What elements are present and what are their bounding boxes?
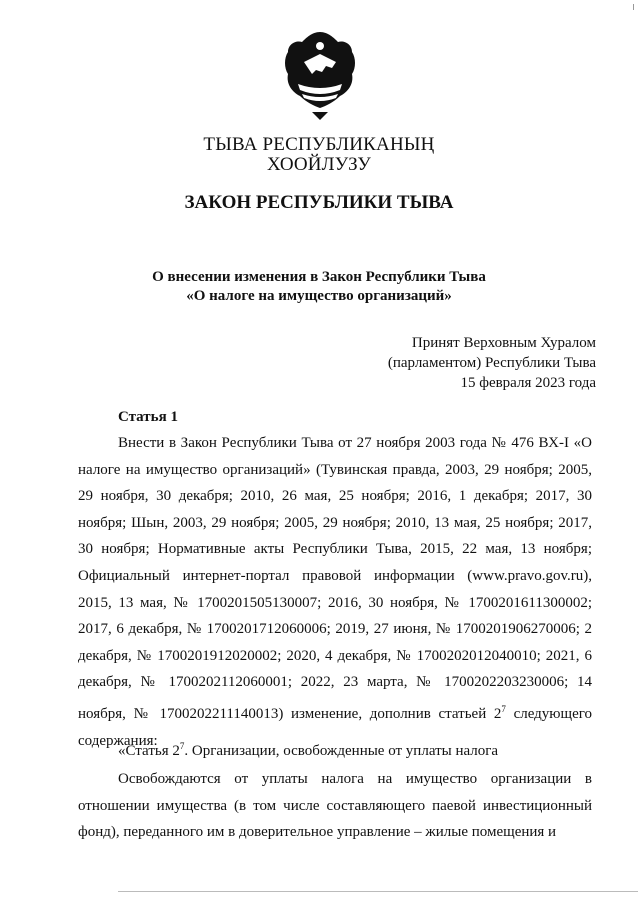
- header-line-1: ТЫВА РЕСПУБЛИКАНЫҢ: [203, 134, 435, 155]
- law-title: ЗАКОН РЕСПУБЛИКИ ТЫВА: [184, 192, 454, 213]
- adoption-date: 15 февраля 2023 года: [460, 375, 596, 391]
- subject-line-1: О внесении изменения в Закон Республики Тыва: [152, 269, 486, 285]
- article-1-body: [78, 430, 592, 754]
- article-1-paragraph: [78, 430, 592, 754]
- article-27-paragraph: Освобождаются от уплаты налога на имущество организации в отношении имущества (в том числе составляющего паевой инвестиционный фонд), переданного им в доверительное управление – жилые помещения и: [78, 771, 592, 841]
- article-27-body: [78, 766, 592, 846]
- article-1-superscript: 7: [501, 703, 506, 714]
- subject-line-2: «О налоге на имущество организаций»: [186, 288, 452, 304]
- article-1-tail: следующего содержания:: [78, 705, 592, 749]
- article-27-heading: [118, 741, 498, 760]
- article-27-prefix: «Статья 2: [118, 743, 180, 759]
- tuva-emblem-icon: [282, 28, 358, 122]
- article-1-text: Внести в Закон Республики Тыва от 27 ноября 2003 года № 476 ВХ-I «О налоге на имущество организаций» (Тувинская правда, 2003, 29 ноября; 2005, 29 ноября, 30 декабря; 2010, 26 мая, 25 ноября; 2016, 1 декабря; 2017, 30 ноября; Шын, 2003, 29 ноября; 2005, 29 ноября; 2010, 13 мая, 25 ноября; 2017, 30 ноября; Нормативные акты Республики Тыва, 2015, 22 мая, 13 ноября; Официальный интернет-портал правовой информации (www.pravo.gov.ru), 2015, 13 мая, № 1700201505130007; 2016, 30 ноября, № 1700201611300002; 2017, 6 декабря, № 1700201712060006; 2019, 27 июня, № 1700201906270006; 2 декабря, № 1700201912020002; 2020, 4 декабря, № 1700202012040010; 2021, 6 декабря, № 1700202112060001; 2022, 23 марта, № 1700202203230006; 14 ноября, № 1700202211140013) изменение, дополнив статьей 2: [78, 435, 592, 722]
- adoption-line-1: Принят Верховным Хуралом: [411, 335, 596, 351]
- scan-bottom-edge: [118, 891, 638, 892]
- adoption-line-2: (парламентом) Республики Тыва: [387, 355, 596, 371]
- article-27-superscript: 7: [179, 741, 185, 751]
- scan-corner-mark: [633, 4, 634, 10]
- header-line-2: ХООЙЛУЗУ: [266, 154, 372, 175]
- article-1-heading: Статья 1: [118, 409, 178, 425]
- article-27-title: . Организации, освобожденные от уплаты налога: [184, 743, 499, 759]
